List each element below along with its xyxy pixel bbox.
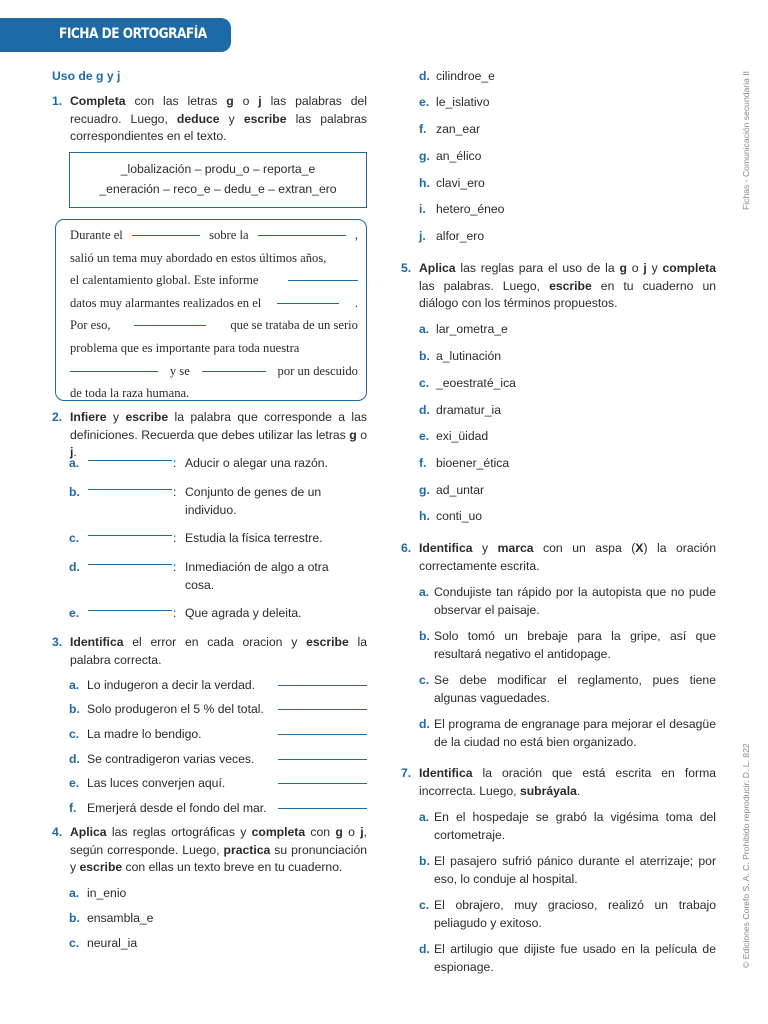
item-text: Estudia la física terrestre. [185, 531, 323, 545]
list-item[interactable] [419, 672, 716, 707]
page-title: FICHA DE ORTOGRAFÍA [59, 26, 207, 43]
item-letter: a. [419, 810, 430, 824]
word-box-line-2: _eneración – reco_e – dedu_e – extran_ero [99, 182, 337, 196]
exercise-6 [401, 540, 716, 575]
side-caption-bottom: © Ediciones Corefo S. A. C. Prohibido reproducir. D. L. 822 [741, 743, 751, 968]
answer-line[interactable] [88, 610, 172, 611]
section-title: Uso de g y j [52, 69, 121, 83]
item-text: Inmediación de algo a otra cosa. [185, 560, 329, 592]
text-line: salió un tema muy abordado en estos últimos años, [70, 250, 327, 265]
item-letter: i. [419, 202, 426, 216]
text-line: problema que es importante para toda nuestra [70, 340, 300, 355]
item-letter: g. [419, 149, 430, 163]
text-box [55, 219, 367, 401]
item-letter: c. [419, 673, 430, 687]
item-text: a_lutinación [436, 349, 502, 363]
list-item[interactable] [419, 584, 716, 619]
item-text: conti_uo [436, 509, 483, 523]
exercise-2 [52, 409, 367, 462]
item-letter: b. [419, 349, 430, 363]
exercise-1 [52, 93, 367, 146]
item-letter: a. [419, 322, 430, 336]
item-letter: b. [419, 854, 430, 868]
item-letter: f. [69, 801, 77, 815]
item-text: ad_untar [436, 483, 485, 497]
item-letter: g. [419, 483, 430, 497]
item-text: Solo tomó un brebaje para la gripe, así que resultará negativo el antidopage. [434, 629, 716, 661]
item-text: lar_ometra_e [436, 322, 508, 336]
item-text: Se contradigeron varias veces. [87, 752, 255, 766]
list-item[interactable] [419, 809, 716, 844]
exercise-number: 5. [401, 261, 412, 275]
text-line: y se por un descuido [70, 360, 358, 383]
item-text: El programa de engranage para mejorar el desagüe de la ciudad no está bien organizado. [434, 717, 716, 749]
exercise-4-instructions: Aplica las reglas ortográficas y completa con g o j, según corresponde. Luego, practica su pronunciación y escribe con ellas un texto breve en tu cuaderno. [70, 825, 368, 874]
item-text: _eoestraté_ica [436, 376, 516, 390]
item-text: ensambla_e [87, 911, 154, 925]
exercise-7 [401, 765, 716, 800]
answer-line[interactable] [278, 783, 367, 784]
item-letter: e. [69, 606, 80, 620]
exercise-5 [401, 260, 716, 313]
item-text: bioener_ética [436, 456, 510, 470]
item-letter: b. [69, 485, 80, 499]
item-text: dramatur_ia [436, 403, 502, 417]
item-text: an_élico [436, 149, 482, 163]
fill-blank[interactable] [258, 224, 346, 236]
fill-blank[interactable] [202, 360, 266, 372]
exercise-1-instructions: Completa con las letras g o j las palabras del recuadro. Luego, deduce y escribe las palabras correspondientes en el texto. [70, 94, 367, 143]
fill-blank[interactable] [288, 269, 358, 281]
answer-line[interactable] [278, 734, 367, 735]
item-letter: c. [69, 727, 80, 741]
item-text: cilindroe_e [436, 69, 495, 83]
answer-line[interactable] [88, 489, 172, 490]
item-text: Emerjerá desde el fondo del mar. [87, 801, 267, 815]
answer-line[interactable] [88, 564, 172, 565]
item-text: Se debe modificar el reglamento, pues tiene algunas vaguedades. [434, 673, 716, 705]
item-text: exi_üidad [436, 429, 489, 443]
item-letter: b. [419, 629, 430, 643]
item-text: En el hospedaje se grabó la vigésima toma del cortometraje. [434, 810, 716, 842]
exercise-4 [52, 824, 367, 877]
item-text: Condujiste tan rápido por la autopista que no pude observar el paisaje. [434, 585, 716, 617]
item-letter: c. [69, 936, 80, 950]
item-text: El pasajero sufrió pánico durante el aterrizaje; por eso, lo conduje al hospital. [434, 854, 716, 886]
item-letter: h. [419, 509, 430, 523]
item-letter: e. [419, 95, 430, 109]
item-letter: f. [419, 456, 427, 470]
item-text: neural_ia [87, 936, 138, 950]
list-item[interactable] [419, 941, 716, 976]
word-box-line-1: _lobalización – produ_o – reporta_e [120, 162, 316, 176]
answer-line[interactable] [88, 460, 172, 461]
text-line: de toda la raza humana. [70, 386, 190, 401]
list-item[interactable] [419, 897, 716, 932]
fill-blank[interactable] [134, 314, 206, 326]
answer-line[interactable] [88, 535, 172, 536]
item-text: El artilugio que dijiste fue usado en la película de espionage. [434, 942, 716, 974]
item-text: Lo indugeron a decir la verdad. [87, 678, 256, 692]
item-text: le_islativo [436, 95, 490, 109]
item-letter: e. [69, 776, 80, 790]
item-letter: c. [419, 376, 430, 390]
text-line: Durante el sobre la , [70, 224, 358, 247]
exercise-2-instructions: Infiere y escribe la palabra que corresponde a las definiciones. Recuerda que debes utilizar las letras g o j. [70, 410, 367, 459]
exercise-number: 3. [52, 635, 63, 649]
item-text: Conjunto de genes de un individuo. [185, 485, 322, 517]
item-letter: c. [69, 531, 80, 545]
item-letter: d. [69, 560, 80, 574]
item-letter: a. [69, 456, 80, 470]
item-text: clavi_ero [436, 176, 485, 190]
exercise-3-instructions: Identifica el error en cada oracion y escribe la palabra correcta. [70, 635, 367, 667]
list-item[interactable] [419, 853, 716, 888]
list-item[interactable] [419, 716, 716, 751]
item-letter: a. [69, 886, 80, 900]
exercise-number: 6. [401, 541, 412, 555]
header-ribbon [0, 18, 231, 52]
exercise-number: 2. [52, 410, 63, 424]
item-letter: b. [69, 911, 80, 925]
answer-line[interactable] [278, 759, 367, 760]
item-text: alfor_ero [436, 229, 485, 243]
item-letter: d. [419, 403, 430, 417]
exercise-3 [52, 634, 367, 669]
item-text: Que agrada y deleita. [185, 606, 302, 620]
answer-line[interactable] [278, 685, 367, 686]
item-letter: b. [69, 702, 80, 716]
item-letter: h. [419, 176, 430, 190]
item-letter: d. [419, 942, 430, 956]
exercise-number: 1. [52, 94, 63, 108]
item-letter: a. [419, 585, 430, 599]
item-text: Aducir o alegar una razón. [185, 456, 328, 470]
fill-blank[interactable] [277, 292, 339, 304]
exercise-7-instructions: Identifica la oración que está escrita en forma incorrecta. Luego, subráyala. [419, 766, 716, 798]
text-line: datos muy alarmantes realizados en el . [70, 292, 358, 315]
item-text: Las luces converjen aquí. [87, 776, 226, 790]
text-line: el calentamiento global. Este informe [70, 269, 358, 292]
exercise-6-instructions: Identifica y marca con un aspa (X) la oración correctamente escrita. [419, 541, 716, 573]
item-text: La madre lo bendigo. [87, 727, 202, 741]
item-letter: c. [419, 898, 430, 912]
item-letter: d. [419, 717, 430, 731]
item-letter: d. [69, 752, 80, 766]
side-caption-top: Fichas - Comunicación secundaria II [741, 71, 751, 210]
answer-line[interactable] [278, 709, 367, 710]
item-letter: f. [419, 122, 427, 136]
list-item[interactable] [419, 628, 716, 663]
item-letter: a. [69, 678, 80, 692]
item-text: in_enio [87, 886, 127, 900]
exercise-5-instructions: Aplica las reglas para el uso de la g o j y completa las palabras. Luego, escribe en tu cuaderno un diálogo con los términos propuestos. [419, 261, 716, 310]
fill-blank[interactable] [70, 360, 158, 372]
item-text: zan_ear [436, 122, 481, 136]
item-letter: e. [419, 429, 430, 443]
text-line: Por eso, que se trataba de un serio [70, 314, 358, 337]
word-box [69, 152, 367, 208]
item-text: El obrajero, muy gracioso, realizó un trabajo peliagudo y exitoso. [434, 898, 716, 930]
item-text: hetero_éneo [436, 202, 505, 216]
fill-blank[interactable] [132, 224, 200, 236]
exercise-number: 7. [401, 766, 412, 780]
item-letter: j. [419, 229, 426, 243]
exercise-number: 4. [52, 825, 63, 839]
answer-line[interactable] [278, 808, 367, 809]
item-letter: d. [419, 69, 430, 83]
item-text: Solo produgeron el 5 % del total. [87, 702, 264, 716]
